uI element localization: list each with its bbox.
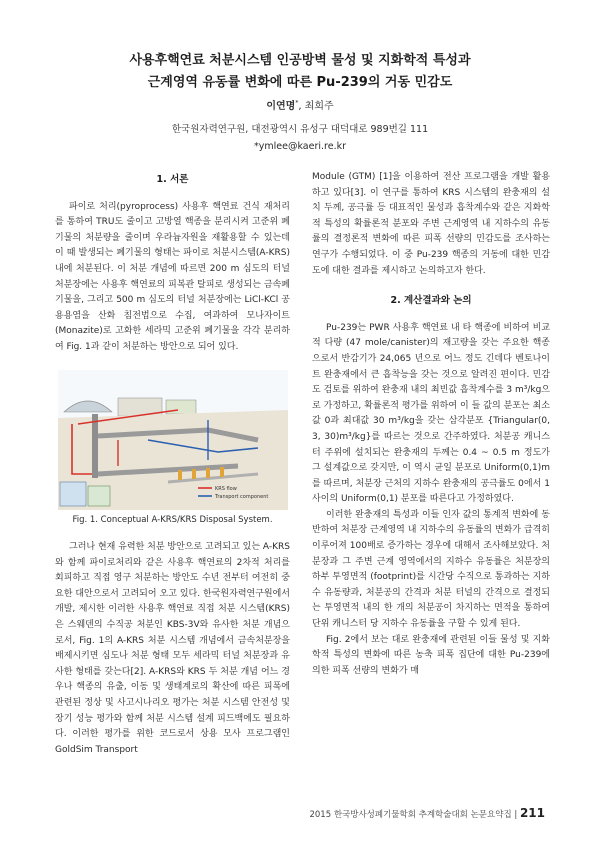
section-1-paragraph-1: 파이로 처리(pyroprocess) 사용후 핵연료 건식 재처리를 통하여 TRU도 줄이고 고방열 핵종을 분리시켜 고준위 폐기물의 처분량을 줄이며 우라늄자원을 재활용할 수 있는데 이 때 발생되는 폐기물의 형태는 파이로 처분시스템(A-KRS) 내에 처분된다. 이 처분 개념에 따르면 200 m 심도의 터널 처분장에는 사용후 핵연료의 피복관 탈피로 생성되는 금속폐기물을, 그리고 500 m 심도의 터널 처분장에는 LiCl-KCl 공용용염을 산화 침전법으로 수집, 여과하여 모나자이트 (Monazite)로 고화한 세라믹 고준위 폐기물을 각각 분리하여 Fig. 1과 같이 처분하는 방안으로 되어 있다. [55, 201, 290, 352]
facility-building-icon [166, 400, 196, 414]
legend-label-1: KRS flow [215, 486, 237, 492]
email: *ymlee@kaeri.re.kr [254, 141, 346, 152]
section-2-heading: 2. 계산결과와 논의 [390, 295, 472, 307]
section-1 [55, 172, 290, 356]
canister-icon [220, 467, 224, 477]
main-author: 이연명 [266, 101, 296, 112]
title-line-1: 사용후핵연료 처분시스템 인공방벽 물성 및 지화학적 특성과 [129, 53, 471, 68]
author-line [0, 100, 600, 114]
access-shaft [92, 414, 98, 478]
canister-icon [206, 468, 210, 478]
affiliation: 한국원자력연구원, 대전광역시 유성구 대덕대로 989번길 111 [171, 124, 429, 135]
legend-label-2: Transport component [215, 494, 269, 500]
section-1-paragraph-2: 그러나 현재 유력한 처분 방안으로 고려되고 있는 A-KRS와 함께 파이로처리와 같은 사용후 핵연료의 2차적 처리를 회피하고 직접 영구 처분하는 방안도 수년 전부터 여전히 중요한 대안으로서 고려되어 오고 있다. 한국원자력연구원에서 개발, 제시한 이러한 사용후 핵연료 직접 처분 시스템(KRS)은 스웨덴의 수직공 처분인 KBS-3V와 유사한 처분 개념으로서, Fig. 1의 A-KRS 처분 시스템 개념에서 금속처분장을 배제시키면 심도나 처분 형태 모두 세라믹 터널 처분장과 유사한 형태를 갖는다[2]. A-KRS와 KRS 두 처분 개념 어느 경우나 핵종의 유출, 이동 및 생태계로의 확산에 따른 피폭에 관련된 정상 및 사고시나리오 평가는 처분 시스템 안전성 및 장기 성능 평가와 함께 처분 시스템 설계 피드백에도 필요하다. 이러한 평가를 위한 코드로서 상용 모사 프로그램인 GoldSim Transport [55, 542, 290, 755]
section-2-paragraph-2: 이러한 완충재의 특성과 이들 인자 값의 통계적 변화에 동반하여 처분장 근계영역 내 지하수의 유동률의 변화가 급격히 이루어져 100배로 증가하는 경우에 대해서 조사해보았다. 처분장과 그 주변 근계 영역에서의 지하수 유동률은 처분장의 하부 투영면적 (footprint)를 시간당 수직으로 통과하는 지하수 유동량과, 처분공의 간격과 처분 터널의 간격으로 결정되는 투영면적 내의 한 개의 처분공이 차지하는 면적을 통하여 단위 캐니스터 당 지하수 유동률을 구할 수 있게 된다. [312, 509, 550, 630]
disposal-system-diagram [58, 370, 288, 510]
page-number: 211 [519, 806, 545, 820]
figure-caption: Fig. 1. Conceptual A-KRS/KRS Disposal System. [72, 515, 273, 525]
corresponding-mark: * [295, 99, 299, 107]
section-2-paragraph-1: Pu-239는 PWR 사용후 핵연료 내 타 핵종에 비하여 비교적 다량 (47 mole/canister)의 재고량을 갖는 주요한 핵종으로서 반감기가 24,065 년으로 어느 정도 긴데다 벤토나이트 완충재에서 큰 흡착능을 갖는 것으로 알려진 편이다. 민감도 검토를 위하여 완충재 내의 최빈값 흡착계수를 3 m³/kg으로 가정하고, 확률론적 평가를 위하여 이 들 값의 분포는 최소값 0과 최대값 30 m³/kg을 갖는 삼각분포 {Triangular(0, 3, 30)m³/kg}를 따르는 것으로 간주하였다. 처분공 캐니스터 주위에 설치되는 완충재의 두께는 0.4 ~ 0.5 m 정도가 그 설계값으로 갖지만, 이 역시 균일 분포로 Uniform(0,1)m를 따르며, 처분장 근처의 지하수 완충재의 공극률도 0에서 1사이의 Uniform(0,1) 분포를 따른다고 가정하였다. [312, 322, 550, 505]
section-2-paragraph-3: Fig. 2에서 보는 대로 완충재에 관련된 이들 물성 및 지화학적 특성의 변화에 따른 농축 피폭 집단에 대한 Pu-239에 의한 피폭 선량의 변화가 매 [312, 634, 550, 676]
footer-text: 2015 한국방사성폐기물학회 추계학술대회 논문요약집 [309, 810, 512, 820]
canister-icon [178, 470, 182, 480]
section-1-heading: 1. 서론 [156, 174, 189, 185]
section-1-continued [55, 540, 290, 758]
co-authors: , 최희주 [298, 101, 334, 112]
section-1-paragraph-3: Module (GTM) [1]을 이용하여 전산 프로그램을 개발 활용하고 있다[3]. 이 연구를 통하여 KRS 시스템의 완충재의 설치 두께, 공극률 등 대표적인 물성과 흡착계수와 같은 지화학적 특성의 확률론적 분포와 주변 근계영역 내 지하수의 유동률의 결정론적 변화에 따른 피폭 선량의 민감도를 조사하는 연구가 수행되었다. 이 중 Pu-239 핵종의 거동에 대한 민감도에 대한 결과를 제시하고 논의하고자 한다. [312, 172, 550, 276]
figure-1 [58, 370, 288, 510]
info-box [88, 486, 110, 506]
right-column [312, 170, 550, 679]
title-line-2: 근계영역 유동률 변화에 따른 Pu-239의 거동 민감도 [147, 75, 453, 90]
canister-icon [192, 469, 196, 479]
paper-title [0, 50, 600, 94]
info-box [60, 482, 86, 506]
footer-separator: | [514, 810, 518, 820]
page-footer [309, 806, 545, 820]
